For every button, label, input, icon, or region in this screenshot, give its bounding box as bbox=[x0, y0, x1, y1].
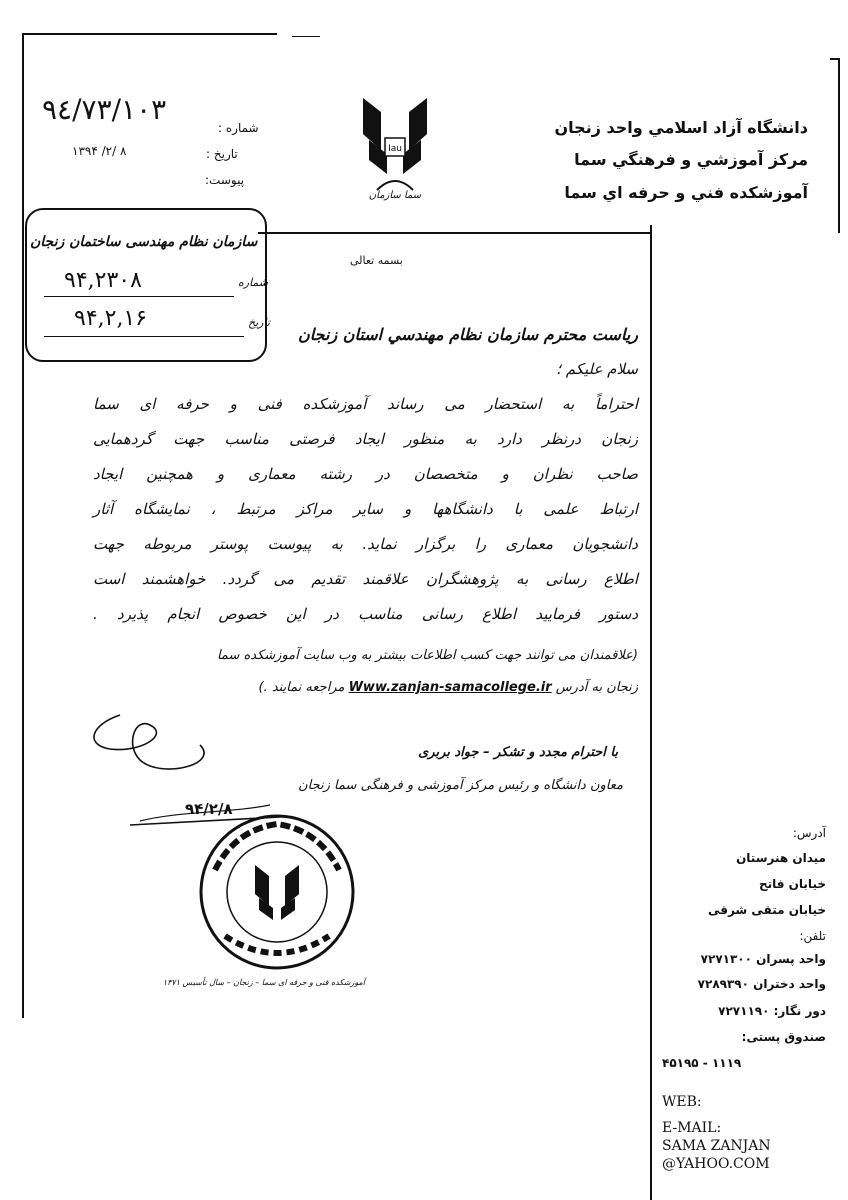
invocation: بسمه تعالی bbox=[350, 254, 403, 267]
closing-line: با احترام مجدد و تشکر – جواد بربری bbox=[418, 745, 618, 760]
greeting: سلام علیکم ؛ bbox=[556, 360, 638, 378]
email-line-2: @YAHOO.COM bbox=[662, 1156, 770, 1172]
received-stamp-number-label: شماره bbox=[238, 276, 269, 289]
phone-label: تلفن: bbox=[799, 929, 826, 943]
address-line-2: خيابان فاتح bbox=[758, 877, 826, 891]
note-line-2 bbox=[78, 680, 638, 695]
pobox-value: ۴۵۱۹۵ - ۱۱۱۹ bbox=[662, 1056, 742, 1070]
institution-name-line-1: دانشگاه آزاد اسلامي واحد زنجان bbox=[554, 118, 808, 137]
received-stamp-date: ۹۴,۲,۱۶ bbox=[74, 306, 148, 331]
note-line-2-prefix: زنجان به آدرس bbox=[555, 680, 638, 695]
left-margin-line bbox=[22, 33, 24, 1018]
logo-caption: سما سازمان bbox=[368, 190, 422, 201]
received-stamp-rule-2 bbox=[44, 336, 244, 337]
institution-name-line-3: آموزشکده فني و حرفه اي سما bbox=[564, 183, 808, 202]
received-stamp-number: ۹۴,۲۳۰۸ bbox=[64, 268, 142, 293]
address-line-3: خيابان متقی شرقی bbox=[707, 903, 826, 917]
body-line-3: صاحب نظران و متخصصان در رشته معماری و همچنین ایجاد bbox=[93, 465, 638, 483]
official-seal bbox=[195, 810, 360, 975]
email-label: E-MAIL: bbox=[662, 1120, 722, 1136]
body-line-7: دستور فرمایید اطلاع رسانی مناسب در این خصوص انجام پذیرد . bbox=[93, 605, 638, 623]
note-line-1: (علاقمندان می توانند جهت کسب اطلاعات بیشتر به وب سایت آموزشکده سما bbox=[216, 648, 638, 663]
received-stamp bbox=[25, 208, 267, 362]
phone-line-boys: واحد پسران ۷۲۷۱۳۰۰ bbox=[700, 952, 826, 966]
fax-line: دور نگار: ۷۲۷۱۱۹۰ bbox=[718, 1004, 826, 1018]
letter-date-value: ۱۳۹۴ /۲/ ۸ bbox=[72, 144, 127, 158]
addressee: رياست محترم سازمان نظام مهندسي استان زنجان bbox=[298, 325, 638, 344]
received-stamp-title: سازمان نظام مهندسی ساختمان زنجان bbox=[30, 234, 258, 250]
institution-name-line-2: مرکز آموزشي و فرهنگي سما bbox=[574, 150, 808, 169]
body-line-4: ارتباط علمی با دانشگاهها و سایر مراکز مرتبط ، نمایشگاه آثار bbox=[93, 500, 638, 518]
right-edge-tick bbox=[830, 58, 840, 60]
top-rule-short bbox=[292, 36, 320, 37]
official-seal-text: آموزشکده فنی و حرفه ای سما – زنجان – سال تأسیس ۱۳۷۱ bbox=[162, 978, 365, 987]
signer-title: معاون دانشگاه و رئیس مرکز آموزشی و فرهنگی سما زنجان bbox=[298, 778, 623, 793]
address-line-1: ميدان هنرستان bbox=[736, 851, 826, 865]
sidebar-divider-line bbox=[650, 225, 652, 1200]
pobox-label: صندوق پستی: bbox=[741, 1030, 826, 1044]
received-stamp-date-label: تاریخ bbox=[248, 316, 270, 329]
received-stamp-rule-1 bbox=[44, 296, 234, 297]
address-label: آدرس: bbox=[792, 826, 826, 840]
letter-number-label: شماره : bbox=[218, 121, 259, 135]
letter-date-label: تاريخ : bbox=[206, 147, 238, 161]
body-line-1: احتراماً به استحضار می رساند آموزشکده فنی و حرفه ای سما bbox=[93, 395, 638, 413]
web-label: WEB: bbox=[662, 1094, 702, 1110]
phone-line-girls: واحد دختران ۷۲۸۹۳۹۰ bbox=[697, 977, 826, 991]
content-top-line bbox=[258, 232, 652, 234]
university-logo bbox=[355, 90, 435, 220]
body-line-5: دانشجویان معماری را برگزار نماید. به پیوست پوستر مربوطه جهت bbox=[93, 535, 638, 553]
signature-date: ۹۴/۲/۸ bbox=[185, 800, 233, 818]
college-website-link[interactable]: Www.zanjan-samacollege.ir bbox=[348, 680, 552, 695]
attachment-label: پيوست: bbox=[205, 173, 245, 187]
note-line-2-suffix: مراجعه نمايند .) bbox=[258, 680, 345, 695]
svg-text:Iau: Iau bbox=[388, 144, 402, 154]
top-rule bbox=[22, 33, 277, 35]
letter-number-value: ۹٤/۷۳/۱۰۳ bbox=[42, 93, 167, 126]
email-line-1: SAMA ZANJAN bbox=[662, 1138, 771, 1154]
right-edge-mark bbox=[838, 58, 840, 233]
body-line-6: اطلاع رسانی به پژوهشگران علاقمند تقدیم می گردد. خواهشمند است bbox=[93, 570, 638, 588]
body-line-2: زنجان درنظر دارد به منظور ایجاد فرصتی مناسب جهت گردهمایی bbox=[93, 430, 638, 448]
